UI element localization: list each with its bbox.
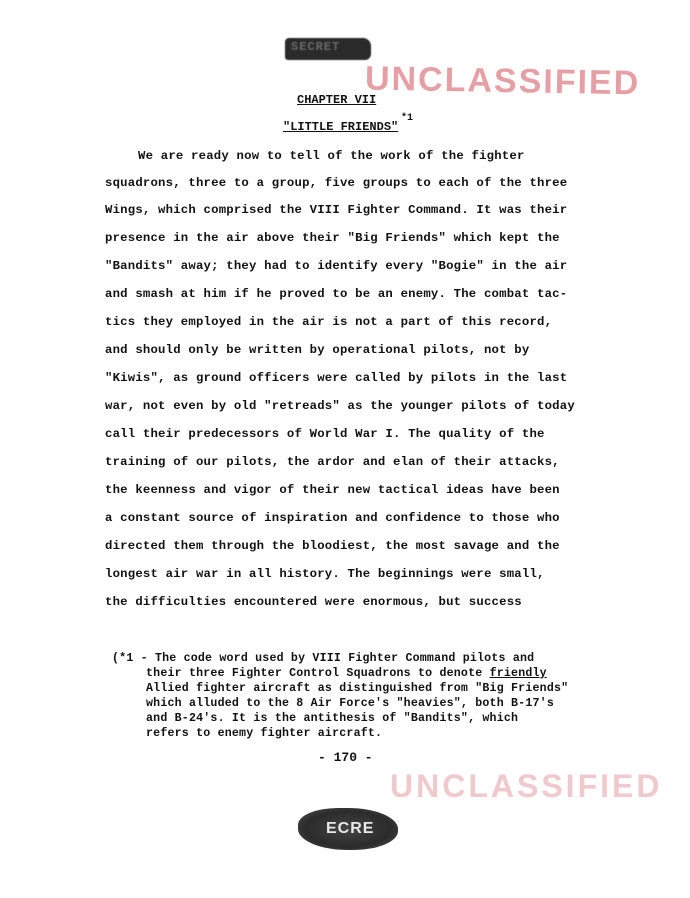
footnote-line: and B-24's. It is the antithesis of "Bandits", which (146, 712, 519, 725)
body-line: longest air war in all history. The beginnings were small, (105, 567, 545, 581)
secret-stamp-top-text: SECRET (291, 40, 341, 54)
body-line: call their predecessors of World War I. The quality of the (105, 427, 545, 441)
body-line: directed them through the bloodiest, the most savage and the (105, 539, 560, 553)
footnote-line: refers to enemy fighter aircraft. (146, 727, 383, 740)
body-line: the difficulties encountered were enormous, but success (105, 595, 522, 609)
body-line: the keenness and vigor of their new tactical ideas have been (105, 483, 560, 497)
page-number: - 170 - (318, 750, 373, 765)
secret-stamp-bottom (298, 808, 398, 850)
body-line: and smash at him if he proved to be an enemy. The combat tac- (105, 287, 568, 301)
footnote-line (146, 667, 547, 680)
body-line: "Kiwis", as ground officers were called by pilots in the last (105, 371, 568, 385)
body-line: and should only be written by operational pilots, not by (105, 343, 530, 357)
secret-stamp-bottom-text: ECRE (326, 820, 375, 837)
footnote-line: which alluded to the 8 Air Force's "heavies", both B-17's (146, 697, 554, 710)
unclassified-stamp-bottom: UNCLASSIFIED (390, 768, 663, 804)
footnote-line: (*1 - The code word used by VIII Fighter Command pilots and (112, 652, 535, 665)
footnote-line: Allied fighter aircraft as distinguished from "Big Friends" (146, 682, 569, 695)
chapter-heading: CHAPTER VII (297, 93, 377, 107)
body-line: war, not even by old "retreads" as the younger pilots of today (105, 399, 575, 413)
body-line: a constant source of inspiration and confidence to those who (105, 511, 560, 525)
footnote-text: their three Fighter Control Squadrons to denote (146, 667, 490, 680)
body-line: training of our pilots, the ardor and elan of their attacks, (105, 455, 560, 469)
body-line: squadrons, three to a group, five groups to each of the three (105, 176, 568, 190)
chapter-title: "LITTLE FRIENDS" (283, 120, 399, 134)
body-line: tics they employed in the air is not a part of this record, (105, 315, 553, 329)
secret-stamp-top (285, 38, 371, 60)
footnote-reference: *1 (401, 113, 414, 124)
body-line: "Bandits" away; they had to identify every "Bogie" in the air (105, 259, 568, 273)
unclassified-stamp-top: UNCLASSIFIED (364, 59, 641, 103)
body-line: presence in the air above their "Big Friends" which kept the (105, 231, 560, 245)
body-line: Wings, which comprised the VIII Fighter Command. It was their (105, 203, 568, 217)
body-line: We are ready now to tell of the work of the fighter (138, 149, 525, 163)
footnote-emphasis: friendly (489, 667, 547, 680)
